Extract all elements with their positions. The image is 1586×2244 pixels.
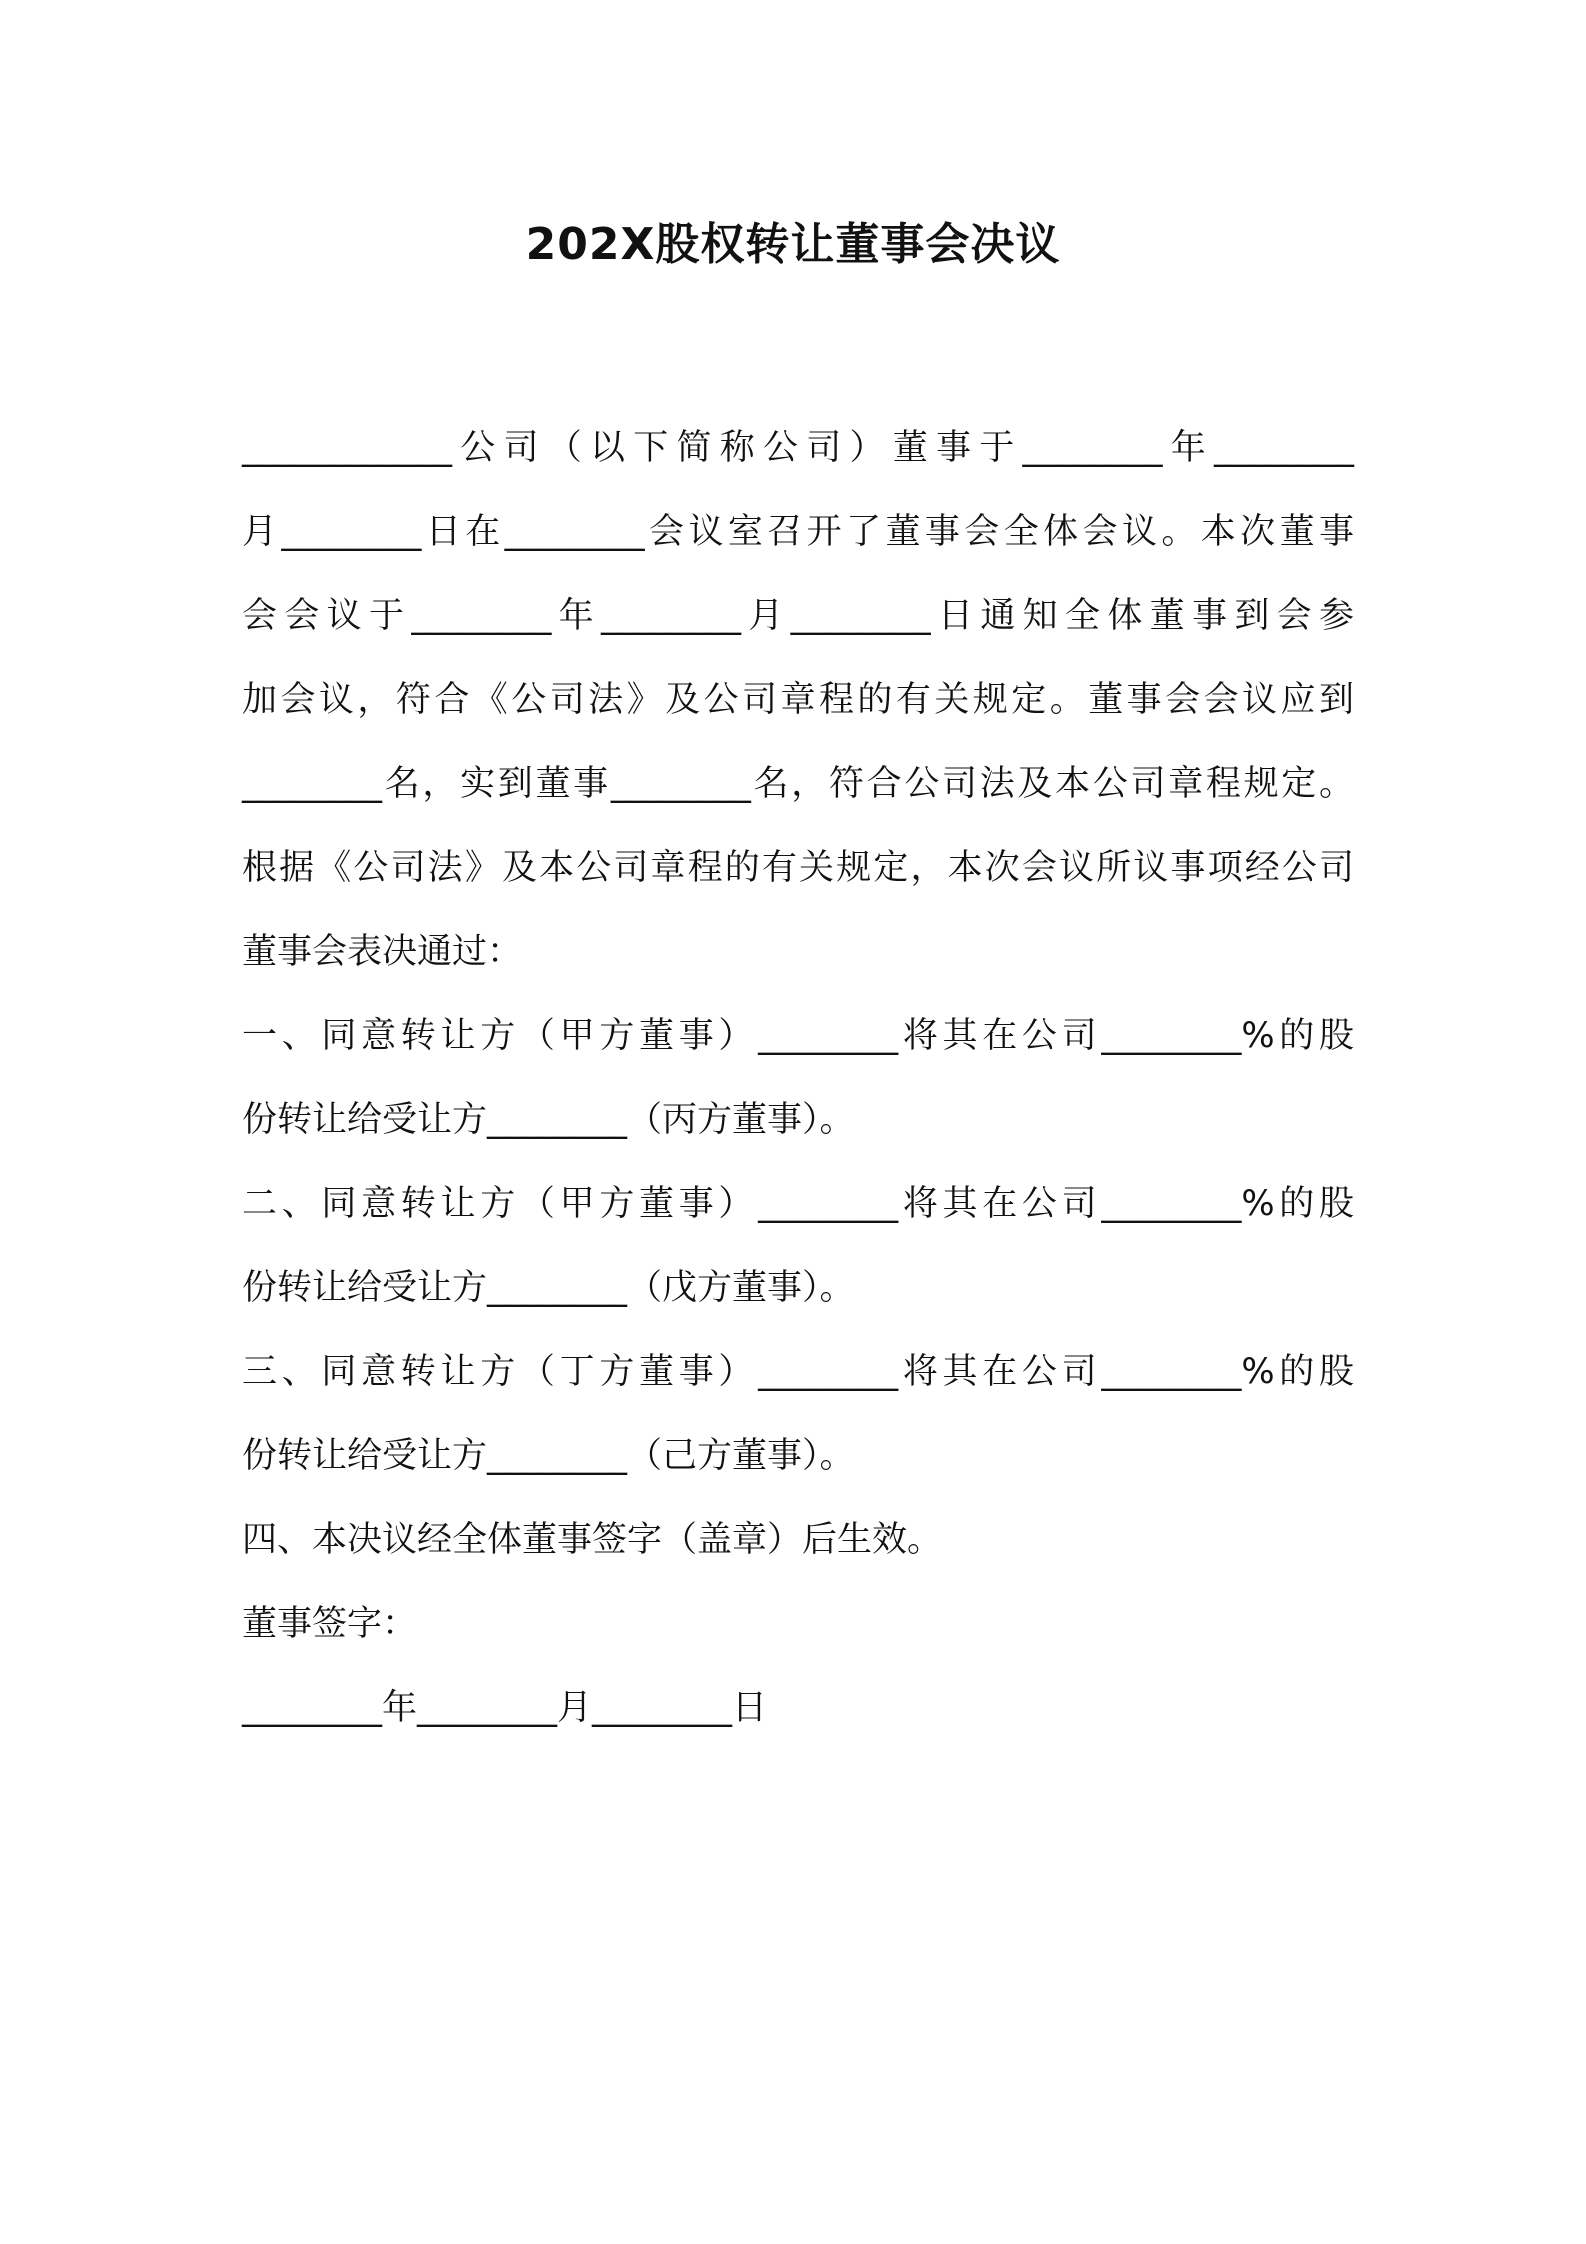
body-line-3: 会会议于________年________月________日通知全体董事到会参 (242, 596, 1354, 636)
resolution-2-line-2: 份转让给受让方________（戊方董事）。 (242, 1268, 855, 1308)
resolution-1-line-2: 份转让给受让方________（丙方董事）。 (242, 1100, 855, 1140)
resolution-4: 四、本决议经全体董事签字（盖章）后生效。 (242, 1520, 943, 1560)
document-body (242, 406, 1354, 1750)
body-line-6: 根据《公司法》及本公司章程的有关规定，本次会议所议事项经公司 (242, 848, 1354, 888)
director-signature-label: 董事签字： (242, 1604, 418, 1644)
body-line-7: 董事会表决通过： (242, 932, 523, 972)
document-title: 202X股权转让董事会决议 (525, 219, 1061, 270)
resolution-2-line-1: 二、同意转让方（甲方董事）________将其在公司________%的股 (242, 1184, 1354, 1224)
body-line-1: ____________公司（以下简称公司）董事于________年________ (242, 428, 1354, 468)
resolution-3-line-1: 三、同意转让方（丁方董事）________将其在公司________%的股 (242, 1352, 1354, 1392)
resolution-3-line-2: 份转让给受让方________（己方董事）。 (242, 1436, 855, 1476)
signature-date-line: ________年________月________日 (242, 1688, 768, 1728)
body-line-5: ________名，实到董事________名，符合公司法及本公司章程规定。 (242, 764, 1354, 804)
resolution-1-line-1: 一、同意转让方（甲方董事）________将其在公司________%的股 (242, 1016, 1354, 1056)
body-line-4: 加会议，符合《公司法》及公司章程的有关规定。董事会会议应到 (242, 680, 1354, 720)
body-line-2: 月________日在________会议室召开了董事会全体会议。本次董事 (242, 512, 1354, 552)
